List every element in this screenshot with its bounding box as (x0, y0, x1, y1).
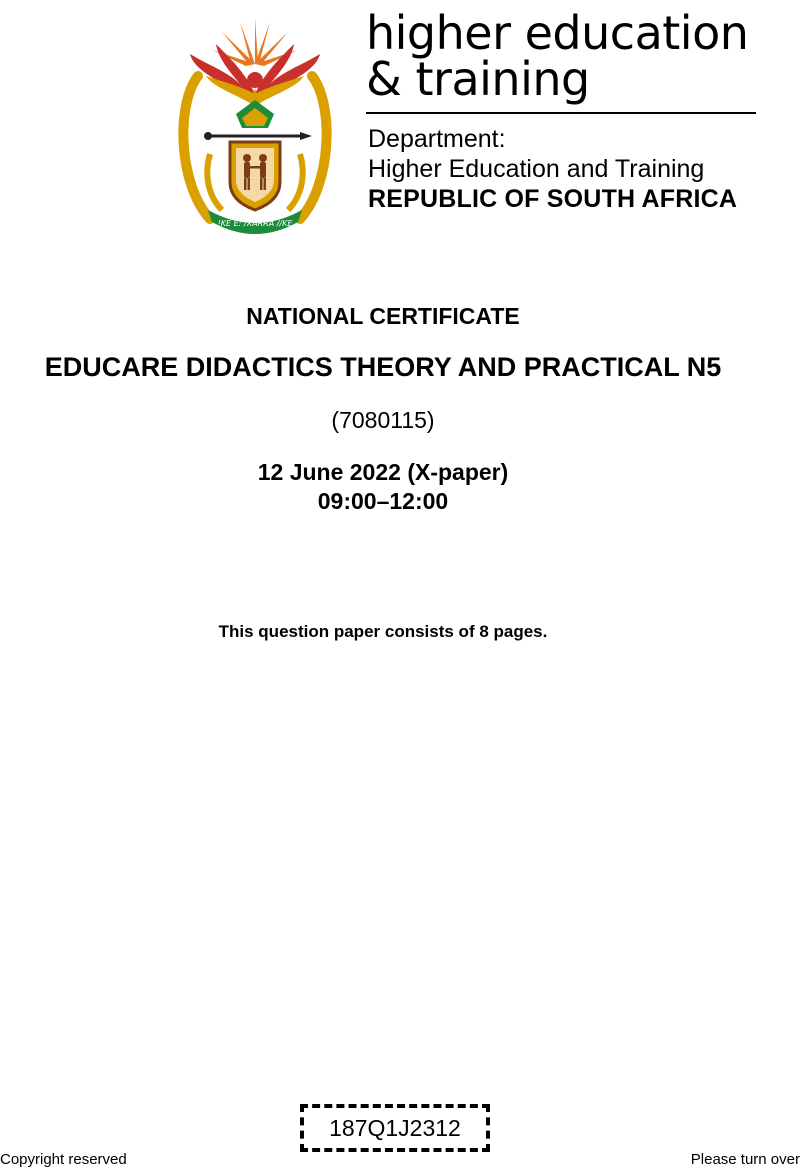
brand-wordmark (366, 6, 760, 114)
paper-code-box: 187Q1J2312 (300, 1104, 490, 1152)
exam-date: 12 June 2022 (X-paper) (257, 459, 509, 485)
brand-line-2: & training (366, 52, 590, 106)
certificate-title: NATIONAL CERTIFICATE (246, 303, 520, 329)
department-label: Department: (368, 125, 506, 153)
exam-date-block (0, 458, 766, 516)
footer-turn-over: Please turn over (690, 1151, 800, 1168)
page-count-note: This question paper consists of 8 pages. (218, 622, 548, 641)
svg-text:!KE E: /XARRA //KE: !KE E: /XARRA //KE (217, 219, 293, 228)
country-name: REPUBLIC OF SOUTH AFRICA (368, 185, 738, 213)
exam-time: 09:00–12:00 (317, 488, 449, 514)
brand-line-1: higher education (366, 6, 749, 60)
subject-code: (7080115) (331, 407, 435, 433)
footer-copyright: Copyright reserved (0, 1151, 127, 1168)
department-name: Higher Education and Training (368, 155, 705, 183)
department-block (368, 124, 737, 214)
coat-of-arms-icon (170, 14, 340, 234)
brand-divider (366, 112, 756, 114)
subject-title: EDUCARE DIDACTICS THEORY AND PRACTICAL N5 (44, 352, 722, 382)
